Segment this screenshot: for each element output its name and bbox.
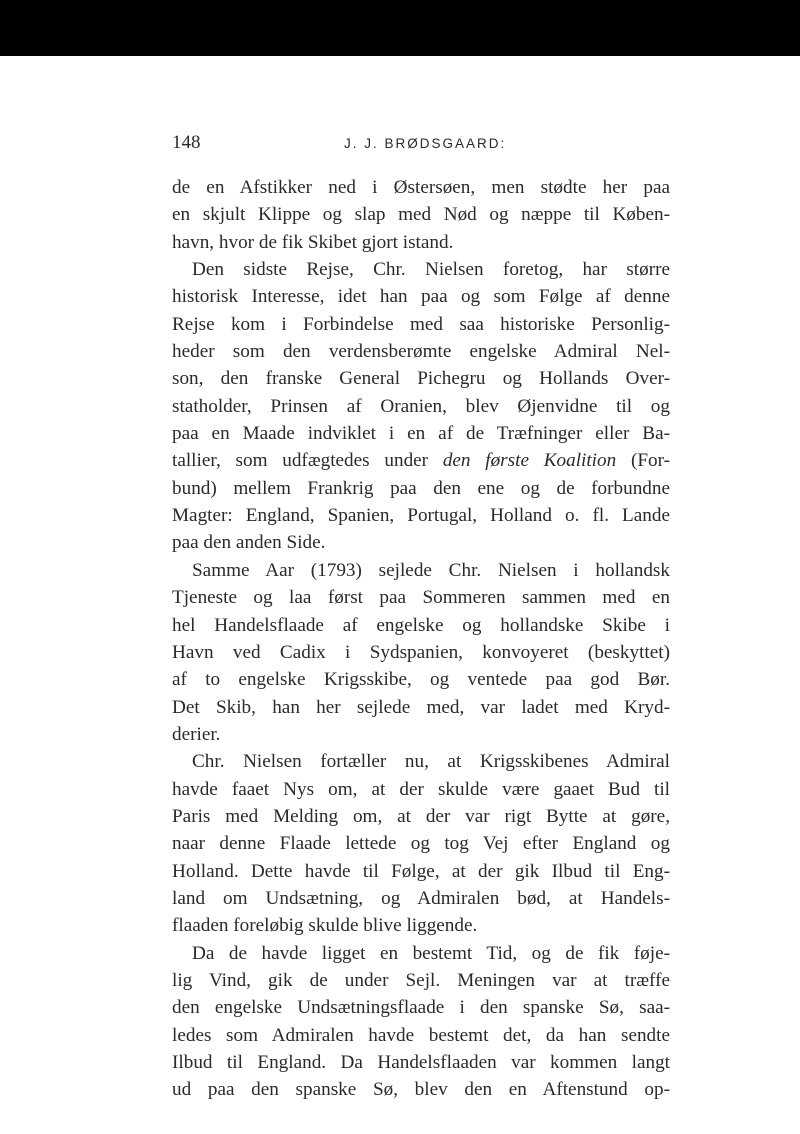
- text-line: havn, hvor de fik Skibet gjort istand.: [172, 231, 454, 253]
- text-line: [172, 447, 670, 474]
- text-line: Havn ved Cadix i Sydspanien, konvoyeret (beskyttet): [172, 641, 670, 663]
- text-line: paa en Maade indviklet i en af de Træfninger eller Ba-: [172, 423, 670, 445]
- text-line: en skjult Klippe og slap med Nød og næppe til Køben-: [172, 204, 670, 226]
- italic-phrase: den første Koalition: [442, 450, 617, 472]
- text-line: ledes som Admiralen havde bestemt det, da han sendte: [172, 1024, 670, 1046]
- text-line: bund) mellem Frankrig paa den ene og de forbundne: [172, 477, 670, 499]
- text-line: Magter: England, Spanien, Portugal, Holland o. fl. Lande: [172, 505, 670, 527]
- text-line: paa den anden Side.: [172, 532, 326, 554]
- text-line: Tjeneste og laa først paa Sommeren sammen med en: [172, 587, 670, 609]
- text-line: Det Skib, han her sejlede med, var ladet med Kryd-: [172, 696, 670, 718]
- text-line: den engelske Undsætningsflaade i den spanske Sø, saa-: [172, 997, 670, 1019]
- text-line: son, den franske General Pichegru og Hollands Over-: [172, 368, 670, 390]
- text-line: Den sidste Rejse, Chr. Nielsen foretog, har større: [192, 259, 670, 281]
- text-line: Holland. Dette havde til Følge, at der gik Ilbud til Eng-: [172, 860, 670, 882]
- text-line: af to engelske Krigsskibe, og ventede paa god Bør.: [172, 669, 670, 691]
- page-number: 148: [172, 132, 201, 153]
- text-segment: tallier, som udfægtedes under: [172, 450, 443, 472]
- text-line: naar denne Flaade lettede og tog Vej efter England og: [172, 833, 670, 855]
- body-text: [172, 174, 670, 1104]
- text-line: flaaden foreløbig skulde blive liggende.: [172, 915, 478, 937]
- text-line: havde faaet Nys om, at der skulde være gaaet Bud til: [172, 778, 670, 800]
- text-line: Chr. Nielsen fortæller nu, at Krigsskibenes Admiral: [192, 751, 670, 773]
- text-line: hel Handelsflaade af engelske og hollandske Skibe i: [172, 614, 670, 636]
- text-line: ud paa den spanske Sø, blev den en Aftenstund op-: [172, 1079, 670, 1101]
- text-line: heder som den verdensberømte engelske Admiral Nel-: [172, 341, 670, 363]
- text-line: historisk Interesse, idet han paa og som Følge af denne: [172, 286, 670, 308]
- text-line: Samme Aar (1793) sejlede Chr. Nielsen i hollandsk: [192, 559, 670, 581]
- text-line: de en Afstikker ned i Østersøen, men stødte her paa: [172, 177, 670, 198]
- text-line: statholder, Prinsen af Oranien, blev Øjenvidne til og: [172, 395, 670, 417]
- text-segment: (For-: [616, 450, 670, 472]
- text-line: derier.: [172, 723, 221, 745]
- text-line: Paris med Melding om, at der var rigt Bytte at gøre,: [172, 805, 670, 827]
- text-line: Ilbud til England. Da Handelsflaaden var kommen langt: [172, 1052, 670, 1073]
- running-head: J. J. BRØDSGAARD:: [344, 136, 507, 151]
- text-line: land om Undsætning, og Admiralen bød, at Handels-: [172, 887, 670, 909]
- text-line: Rejse kom i Forbindelse med saa historiske Personlig-: [172, 313, 670, 335]
- page-header: [172, 132, 672, 156]
- text-line: lig Vind, gik de under Sejl. Meningen var at træffe: [172, 969, 670, 991]
- text-line: Da de havde ligget en bestemt Tid, og de fik føje-: [192, 942, 670, 964]
